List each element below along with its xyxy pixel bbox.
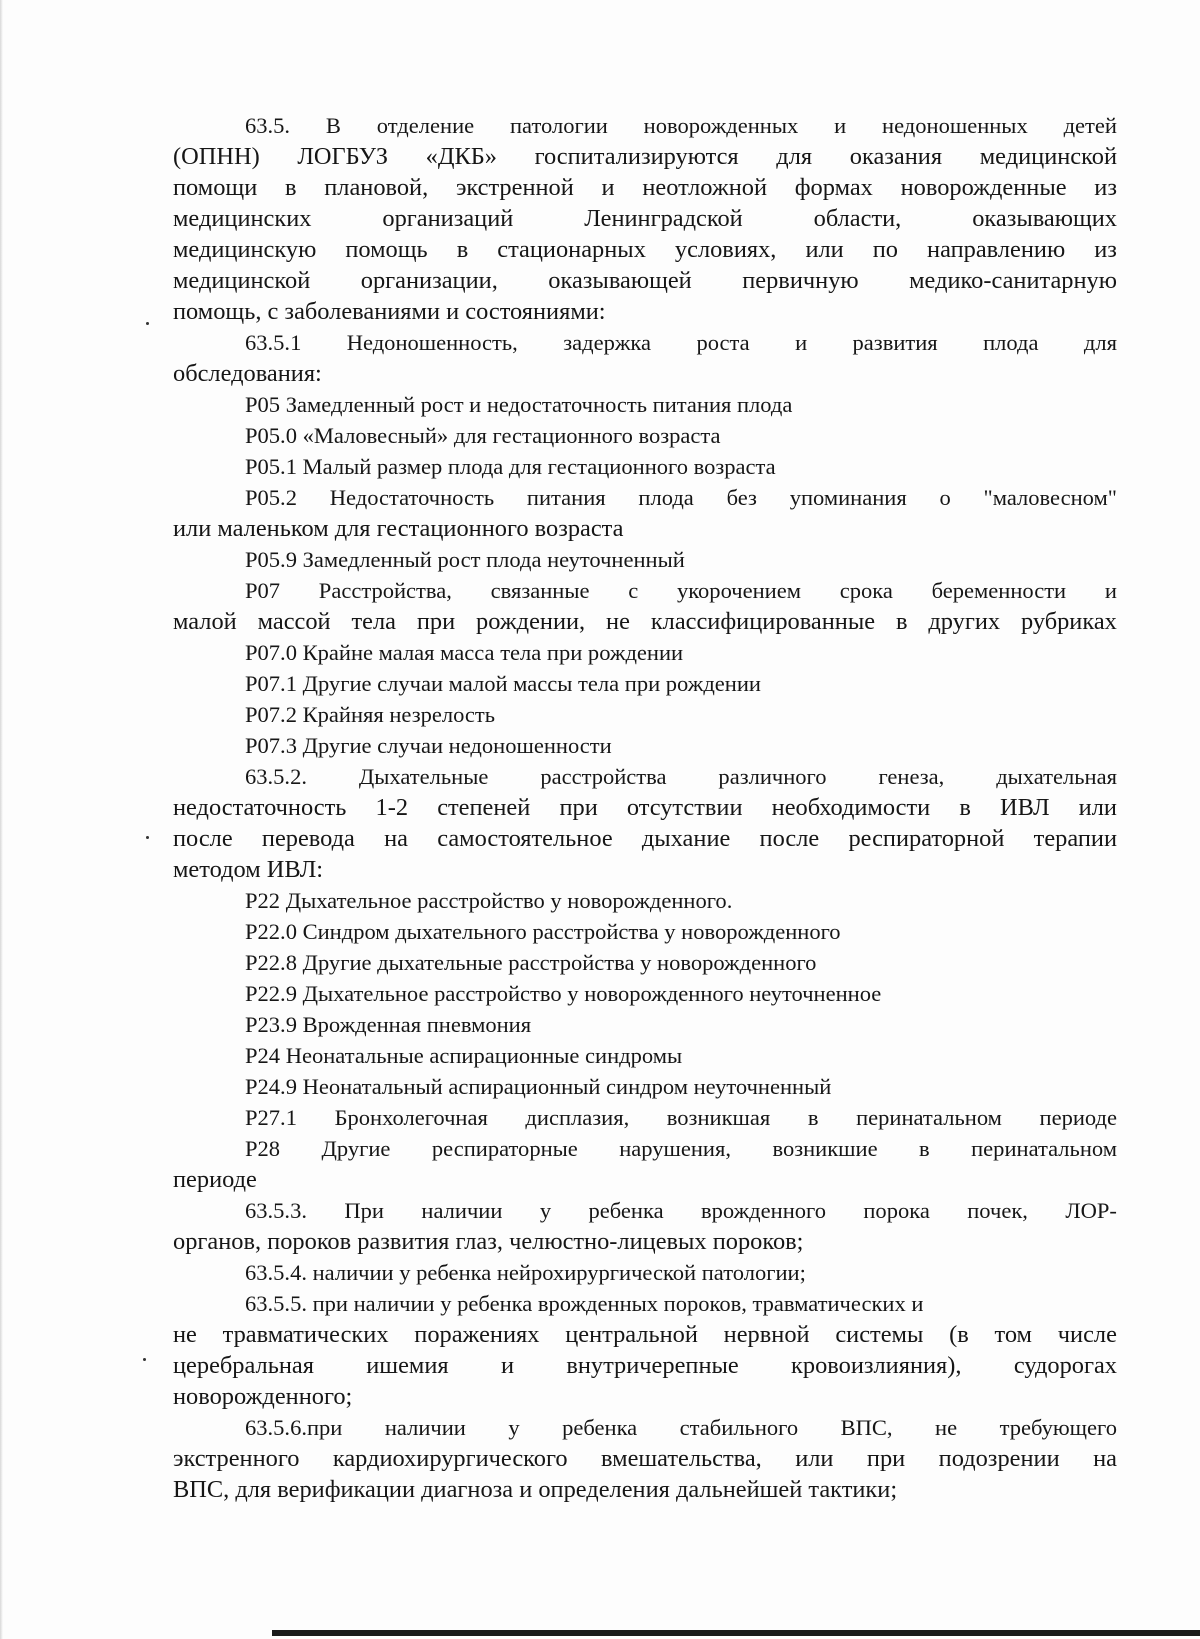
text-line: Р07.0 Крайне малая масса тела при рождении — [245, 640, 684, 665]
scan-speck — [143, 1358, 146, 1361]
text-line: периоде — [173, 1166, 257, 1193]
text-line: Р22.8 Другие дыхательные расстройства у новорожденного — [245, 950, 817, 975]
text-line: 63.5. В отделение патологии новорожденных и недоношенных детей — [245, 113, 1117, 138]
scan-speck — [146, 836, 149, 839]
text-line: после перевода на самостоятельное дыхание после респираторной терапии — [173, 825, 1117, 852]
text-line: Р07.2 Крайняя незрелость — [245, 702, 496, 727]
text-line: 63.5.5. при наличии у ребенка врожденных пороков, травматических и — [245, 1291, 924, 1316]
scan-edge-shadow — [0, 0, 3, 1639]
text-line: медицинских организаций Ленинградской области, оказывающих — [173, 205, 1117, 232]
text-line: церебральная ишемия и внутричерепные кровоизлияния), судорогах — [173, 1352, 1117, 1379]
text-line: Р22 Дыхательное расстройство у новорожденного. — [245, 888, 733, 913]
text-line: 63.5.4. наличии у ребенка нейрохирургической патологии; — [245, 1260, 806, 1285]
text-line: или маленьком для гестационного возраста — [173, 515, 624, 542]
text-line: Р22.9 Дыхательное расстройство у новорожденного неуточненное — [245, 981, 882, 1006]
text-line: новорожденного; — [173, 1383, 353, 1410]
text-line: медицинскую помощь в стационарных условиях, или по направлению из — [173, 236, 1117, 263]
text-line: помощи в плановой, экстренной и неотложной формах новорожденные из — [173, 174, 1117, 201]
document-body — [173, 110, 1117, 1505]
text-line: малой массой тела при рождении, не классифицированные в других рубриках — [173, 608, 1117, 635]
text-line: экстренного кардиохирургического вмешательства, или при подозрении на — [173, 1445, 1117, 1472]
text-line: Р05.9 Замедленный рост плода неуточненный — [245, 547, 685, 572]
text-line: Р05.1 Малый размер плода для гестационного возраста — [245, 454, 776, 479]
text-line: Р07 Расстройства, связанные с укорочением срока беременности и — [245, 578, 1117, 603]
text-line: 63.5.3. При наличии у ребенка врожденного порока почек, ЛОР- — [245, 1198, 1117, 1223]
text-line: Р28 Другие респираторные нарушения, возникшие в перинатальном — [245, 1136, 1117, 1161]
text-line: Р05.0 «Маловесный» для гестационного возраста — [245, 423, 721, 448]
text-line: методом ИВЛ: — [173, 856, 324, 883]
text-line: Р07.3 Другие случаи недоношенности — [245, 733, 612, 758]
text-line: Р23.9 Врожденная пневмония — [245, 1012, 532, 1037]
scan-speck — [146, 322, 149, 325]
text-line: не травматических поражениях центральной нервной системы (в том числе — [173, 1321, 1117, 1348]
text-line: Р24 Неонатальные аспирационные синдромы — [245, 1043, 683, 1068]
text-line: ВПС, для верификации диагноза и определения дальнейшей тактики; — [173, 1476, 898, 1503]
text-line: 63.5.6.при наличии у ребенка стабильного ВПС, не требующего — [245, 1415, 1117, 1440]
text-line: органов, пороков развития глаз, челюстно-лицевых пороков; — [173, 1228, 804, 1255]
text-line: 63.5.1 Недоношенность, задержка роста и развития плода для — [245, 330, 1117, 355]
text-line: Р22.0 Синдром дыхательного расстройства у новорожденного — [245, 919, 841, 944]
text-line: медицинской организации, оказывающей первичную медико-санитарную — [173, 267, 1117, 294]
text-line: Р05.2 Недостаточность питания плода без упоминания о "маловесном" — [245, 485, 1117, 510]
text-line: недостаточность 1-2 степеней при отсутствии необходимости в ИВЛ или — [173, 794, 1117, 821]
text-line: помощь, с заболеваниями и состояниями: — [173, 298, 606, 325]
text-line: (ОПНН) ЛОГБУЗ «ДКБ» госпитализируются для оказания медицинской — [173, 143, 1117, 170]
scan-bottom-border — [272, 1630, 1200, 1636]
text-line: Р05 Замедленный рост и недостаточность питания плода — [245, 392, 793, 417]
text-line: Р27.1 Бронхолегочная дисплазия, возникшая в перинатальном периоде — [245, 1105, 1117, 1130]
text-line: Р07.1 Другие случаи малой массы тела при рождении — [245, 671, 761, 696]
text-line: Р24.9 Неонатальный аспирационный синдром неуточненный — [245, 1074, 832, 1099]
text-line: обследования: — [173, 360, 322, 387]
text-line: 63.5.2. Дыхательные расстройства различного генеза, дыхательная — [245, 764, 1117, 789]
